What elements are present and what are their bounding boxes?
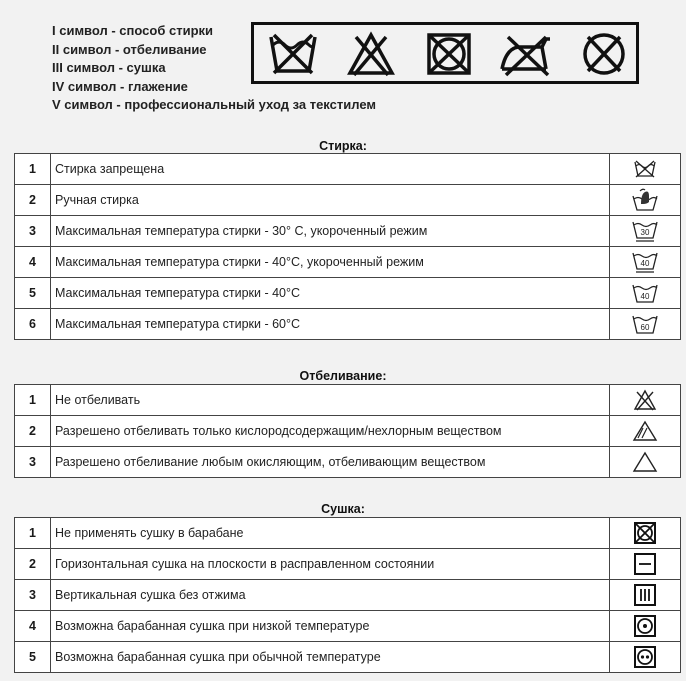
section-title-drying: Сушка: [321, 502, 365, 516]
row-number: 2 [15, 549, 51, 580]
row-description: Максимальная температура стирки - 60°С [51, 309, 610, 340]
hand-wash-icon [631, 188, 659, 212]
any-bleach-icon [632, 451, 658, 473]
table-row [15, 518, 681, 549]
row-number: 4 [15, 611, 51, 642]
row-description: Максимальная температура стирки - 30° С, укороченный режим [51, 216, 610, 247]
table-row [15, 385, 681, 416]
table-row [15, 154, 681, 185]
row-number: 1 [15, 385, 51, 416]
row-description: Разрешено отбеливать только кислородсодержащим/нехлорным веществом [51, 416, 610, 447]
row-description: Горизонтальная сушка на плоскости в расправленном состоянии [51, 549, 610, 580]
table-row [15, 580, 681, 611]
washing-table [14, 153, 681, 340]
row-number: 4 [15, 247, 51, 278]
temperature-label: 60 [640, 323, 650, 332]
row-description: Разрешено отбеливание любым окисляющим, отбеливающим веществом [51, 447, 610, 478]
table-row [15, 278, 681, 309]
table-row [15, 216, 681, 247]
temperature-label: 40 [640, 292, 650, 301]
legend-line: III символ - сушка [52, 60, 166, 75]
row-description: Не отбеливать [51, 385, 610, 416]
row-description: Максимальная температура стирки - 40°С [51, 278, 610, 309]
wash-30-gentle-icon [631, 218, 659, 244]
no-wash-icon [268, 31, 318, 77]
temperature-label: 40 [640, 259, 650, 268]
legend-line: II символ - отбеливание [52, 41, 207, 57]
row-description: Вертикальная сушка без отжима [51, 580, 610, 611]
tumble-dry-normal-icon [633, 645, 657, 669]
row-description: Возможна барабанная сушка при обычной температуре [51, 642, 610, 673]
dry-flat-icon [633, 552, 657, 576]
bleaching-table [14, 384, 681, 478]
row-number: 3 [15, 447, 51, 478]
tumble-dry-low-icon [633, 614, 657, 638]
no-tumble-dry-icon [424, 31, 474, 77]
row-description: Не применять сушку в барабане [51, 518, 610, 549]
legend-line: V символ - профессиональный уход за текстилем [52, 97, 376, 112]
section-title-washing: Стирка: [319, 139, 367, 153]
no-bleach-icon [346, 31, 396, 77]
row-number: 1 [15, 154, 51, 185]
no-iron-icon [498, 31, 554, 77]
table-row [15, 549, 681, 580]
row-number: 2 [15, 185, 51, 216]
wash-40-icon [631, 281, 659, 305]
row-number: 1 [15, 518, 51, 549]
table-row [15, 642, 681, 673]
temperature-label: 30 [640, 228, 650, 237]
no-wash-icon [633, 159, 657, 179]
row-description: Стирка запрещена [51, 154, 610, 185]
table-row [15, 611, 681, 642]
row-number: 3 [15, 216, 51, 247]
drying-table [14, 517, 681, 673]
non-chlorine-bleach-icon [632, 420, 658, 442]
legend-line: I символ - способ стирки [52, 23, 214, 38]
legend-line: IV символ - глажение [52, 78, 188, 94]
row-description: Возможна барабанная сушка при низкой температуре [51, 611, 610, 642]
row-number: 2 [15, 416, 51, 447]
table-row [15, 447, 681, 478]
legend-icon-box [251, 22, 639, 84]
row-number: 5 [15, 642, 51, 673]
no-dry-clean-icon [580, 31, 628, 77]
section-title-bleaching: Отбеливание: [299, 369, 387, 383]
row-number: 5 [15, 278, 51, 309]
row-description: Максимальная температура стирки - 40°С, укороченный режим [51, 247, 610, 278]
wash-60-icon [631, 312, 659, 336]
table-row [15, 247, 681, 278]
table-row [15, 309, 681, 340]
row-number: 3 [15, 580, 51, 611]
no-bleach-icon [633, 389, 657, 411]
wash-40-gentle-icon [631, 249, 659, 275]
drip-dry-icon [633, 583, 657, 607]
table-row [15, 416, 681, 447]
no-tumble-dry-icon [633, 521, 657, 545]
row-number: 6 [15, 309, 51, 340]
table-row [15, 185, 681, 216]
row-description: Ручная стирка [51, 185, 610, 216]
